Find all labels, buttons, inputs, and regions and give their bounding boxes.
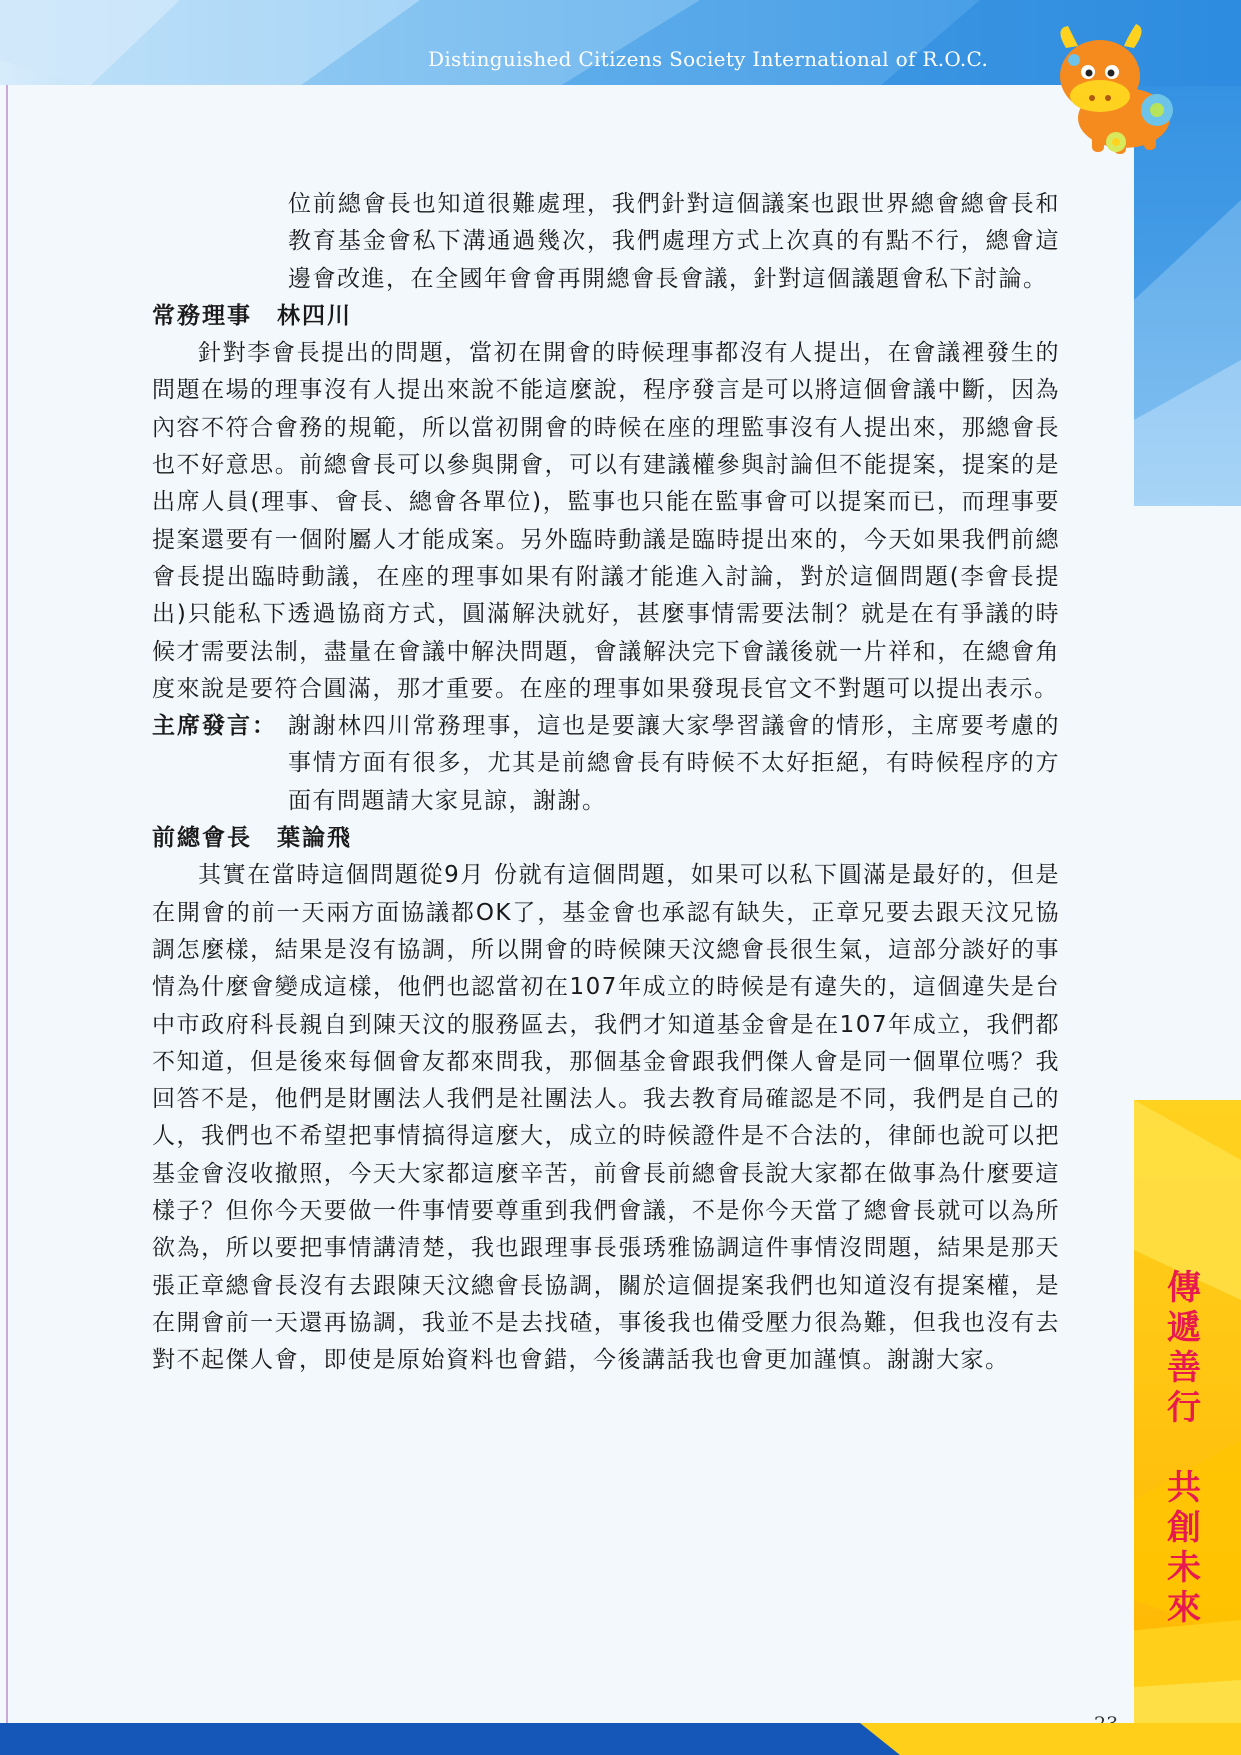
speaker-paragraph-ye: 其實在當時這個問題從9月 份就有這個問題，如果可以私下圓滿是最好的，但是在開會的前一天兩方面協議都OK了，基金會也承認有缺失，正章兄要去跟天汶兄協調怎麼樣，結果是沒有協調，所以開會的時候陳天汶總會長很生氣，這部分談好的事情為什麼會變成這樣，他們也認當初在107年成立的時候是有違失的，這個違失是台中市政府科長親自到陳天汶的服務區去，我們才知道基金會是在107年成立，我們都不知道，但是後來每個會友都來問我，那個基金會跟我們傑人會是同一個單位嗎？我回答不是，他們是財團法人我們是社團法人。我去教育局確認是不同，我們是自己的人，我們也不希望把事情搞得這麼大，成立的時候證件是不合法的，律師也說可以把基金會沒收撤照，今天大家都這麼辛苦，前會長前總會長說大家都在做事為什麼要這樣子？但你今天要做一件事情要尊重到我們會議，不是你今天當了總會長就可以為所欲為，所以要把事情講清楚，我也跟理事長張琇雅協調這件事情沒問題，結果是那天張正章總會長沒有去跟陳天汶總會長協調，關於這個提案我們也知道沒有提案權，是在開會前一天還再協調，我並不是去找碴，事後我也備受壓力很為難，但我也沒有去對不起傑人會，即使是原始資料也會錯，今後講話我也會更加謹慎。謝謝大家。 xyxy=(152,862,1060,1374)
slogan-char: 未 xyxy=(1167,1548,1201,1588)
vertical-slogan xyxy=(1158,1268,1210,1628)
slogan-char: 來 xyxy=(1167,1588,1201,1628)
chair-paragraph: 謝謝林四川常務理事，這也是要讓大家學習議會的情形，主席要考慮的事情方面有很多，尤其是前總會長有時候不太好拒絕，有時候程序的方面有問題請大家見諒，謝謝。 xyxy=(288,713,1060,814)
intro-paragraph: 位前總會長也知道很難處理，我們針對這個議案也跟世界總會總會長和教育基金會私下溝通過幾次，我們處理方式上次真的有點不行，總會這邊會改進，在全國年會會再開總會長會議，針對這個議題會私下討論。 xyxy=(288,191,1060,292)
header-title: Distinguished Citizens Society International of R.O.C. xyxy=(428,47,989,71)
speaker-heading-ye: 前總會長 葉論飛 xyxy=(152,825,352,852)
slogan-char: 善 xyxy=(1167,1348,1201,1388)
slogan-char: 行 xyxy=(1167,1388,1201,1428)
article-body xyxy=(152,186,1060,1380)
slogan-char: 遞 xyxy=(1167,1308,1201,1348)
speaker-paragraph-lin: 針對李會長提出的問題，當初在開會的時候理事都沒有人提出，在會議裡發生的問題在場的理事沒有人提出來說不能這麼說，程序發言是可以將這個會議中斷，因為內容不符合會務的規範，所以當初開會的時候在座的理監事沒有人提出來，那總會長也不好意思。前總會長可以參與開會，可以有建議權參與討論但不能提案，提案的是出席人員(理事、會長、總會各單位)，監事也只能在監事會可以提案而已，而理事要提案還要有一個附屬人才能成案。另外臨時動議是臨時提出來的，今天如果我們前總會長提出臨時動議，在座的理事如果有附議才能進入討論，對於這個問題(李會長提出)只能私下透過協商方式，圓滿解決就好，甚麼事情需要法制？就是在有爭議的時候才需要法制，盡量在會議中解決問題，會議解決完下會議後就一片祥和，在總會角度來說是要符合圓滿，那才重要。在座的理事如果發現長官文不對題可以提出表示。 xyxy=(152,340,1060,702)
slogan-char: 共 xyxy=(1167,1468,1201,1508)
chair-statement xyxy=(152,708,1060,820)
left-border-line xyxy=(6,85,8,1740)
slogan-char: 創 xyxy=(1167,1508,1201,1548)
slogan-spacer xyxy=(1158,1428,1210,1468)
ox-mascot-icon xyxy=(1052,18,1182,158)
speaker-heading-lin: 常務理事 林四川 xyxy=(152,302,352,329)
chair-label: 主席發言： xyxy=(152,713,277,740)
slogan-char: 傳 xyxy=(1167,1268,1201,1308)
footer-bar xyxy=(0,1723,1241,1755)
